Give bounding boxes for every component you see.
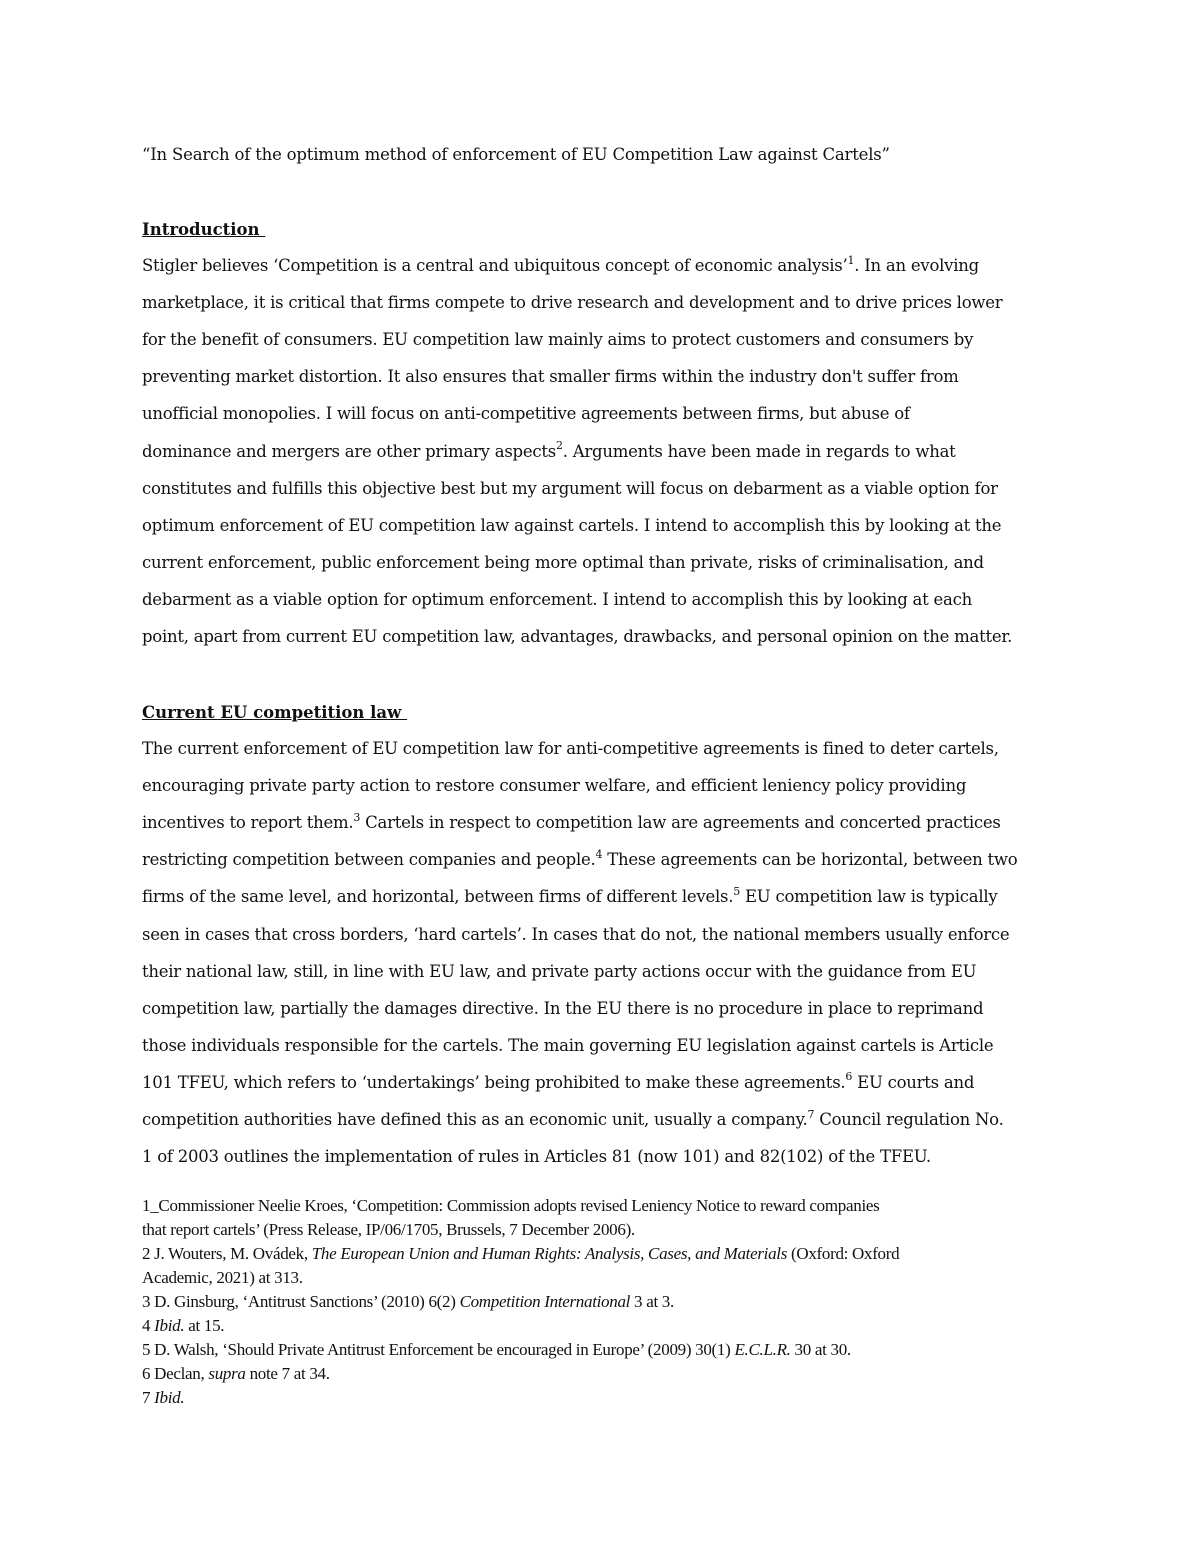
footnote-line (142, 1386, 1082, 1410)
line-text: preventing market distortion. It also ensures that smaller firms within the industry don't suffer from (142, 367, 959, 387)
footnote-number: 2 (142, 1244, 151, 1263)
line-text: competition law, partially the damages directive. In the EU there is no procedure in place to reprimand (142, 998, 984, 1018)
paragraph-line (142, 923, 1009, 947)
paragraph-line (142, 997, 983, 1021)
line-text: 1 of 2003 outlines the implementation of rules in Articles 81 (now 101) and 82(102) of the TFEU. (142, 1147, 931, 1167)
paragraph-line (142, 402, 910, 426)
line-text: unofficial monopolies. I will focus on anti-competitive agreements between firms, but abuse of (142, 404, 910, 424)
document-title: “In Search of the optimum method of enforcement of EU Competition Law against Cartels” (142, 145, 890, 164)
footnote-4 (142, 1314, 1082, 1338)
section-heading: Current EU competition law (142, 703, 408, 722)
line-text: The current enforcement of EU competition law for anti-competitive agreements is fined to deter cartels, (142, 739, 999, 758)
paragraph-line (142, 1034, 993, 1058)
footnote-italic-text: Ibid. (154, 1316, 185, 1335)
footnote-number: 6 (142, 1364, 151, 1383)
footnote-line (142, 1266, 1082, 1290)
footnote-number: 4 (142, 1316, 151, 1335)
footnote-text: D. Ginsburg, ‘Antitrust Sanctions’ (2010) 6(2) (150, 1292, 460, 1311)
footnote-ref: 1 (847, 253, 855, 267)
footnote-ref: 5 (733, 884, 741, 898)
line-text: constitutes and fulfills this objective best but my argument will focus on debarment as a viable option for (142, 478, 998, 498)
footnote-1 (142, 1194, 1082, 1242)
section-heading: Introduction (142, 220, 266, 239)
footnote-text: Academic, 2021) at 313. (142, 1268, 303, 1287)
footnotes (142, 1194, 1082, 1410)
paragraph-line (142, 551, 984, 575)
paragraph-line (142, 1071, 974, 1095)
line-text: These agreements can be horizontal, between two (602, 850, 1018, 870)
paragraph-line (142, 328, 973, 352)
footnote-line (142, 1314, 1082, 1338)
line-text: EU competition law is typically (740, 887, 998, 907)
paragraph-line (142, 514, 1001, 538)
footnote-7 (142, 1386, 1082, 1410)
line-text: competition authorities have defined this as an economic unit, usually a company. (142, 1110, 808, 1129)
footnote-text: 30 at 30. (790, 1340, 851, 1359)
line-text: restricting competition between companies and people. (142, 850, 596, 870)
line-text: for the benefit of consumers. EU competition law mainly aims to protect customers and consumers by (142, 330, 974, 350)
footnote-italic-text: E.C.L.R. (734, 1340, 791, 1359)
line-text: current enforcement, public enforcement being more optimal than private, risks of criminalisation, and (142, 552, 984, 572)
footnote-italic-text: Competition International (459, 1292, 631, 1311)
line-text: incentives to report them. (142, 813, 354, 833)
paragraph-line (142, 477, 998, 501)
footnote-italic-text: supra (208, 1364, 246, 1383)
line-text: Cartels in respect to competition law are agreements and concerted practices (360, 813, 1001, 833)
paragraph-line (142, 440, 956, 464)
line-text: Stigler believes ‘Competition is a central and ubiquitous concept of economic analysis’ (142, 256, 848, 275)
footnote-ref: 4 (595, 847, 603, 861)
footnote-number: 7 (142, 1388, 151, 1407)
line-text: those individuals responsible for the cartels. The main governing EU legislation against cartels is Article (142, 1035, 994, 1055)
paragraph-line (142, 625, 1012, 649)
line-text: Council regulation No. (814, 1110, 1004, 1129)
paragraph-line (142, 960, 976, 984)
line-text: encouraging private party action to restore consumer welfare, and efficient leniency policy providing (142, 776, 967, 796)
footnote-number: 5 (142, 1340, 151, 1359)
footnote-text: at 15. (184, 1316, 225, 1335)
paragraph-line (142, 291, 1002, 315)
line-text: dominance and mergers are other primary aspects (142, 441, 556, 461)
footnote-5 (142, 1338, 1082, 1362)
line-text: . Arguments have been made in regards to what (562, 441, 956, 461)
paragraph-line (142, 588, 972, 612)
paragraph-line (142, 1145, 931, 1169)
paragraph-line (142, 811, 1001, 835)
line-text: marketplace, it is critical that firms compete to drive research and development and to drive prices lower (142, 293, 1003, 313)
footnote-text: _Commissioner Neelie Kroes, ‘Competition: Commission adopts revised Leniency Notice to reward companies (150, 1196, 880, 1215)
footnote-line (142, 1338, 1082, 1362)
footnote-italic-text: The European Union and Human Rights: Analysis, Cases, and Materials (311, 1244, 788, 1263)
line-text: . In an evolving (854, 256, 979, 275)
footnote-ref: 6 (845, 1070, 853, 1084)
paragraph-line (142, 885, 997, 909)
paragraph-line (142, 774, 966, 798)
footnote-6 (142, 1362, 1082, 1386)
paragraph-line (142, 365, 959, 389)
line-text: seen in cases that cross borders, ‘hard cartels’. In cases that do not, the national members usually enforce (142, 924, 1010, 944)
footnote-text: D. Walsh, ‘Should Private Antitrust Enforcement be encouraged in Europe’ (2009) 30(1) (150, 1340, 735, 1359)
footnote-number: 1 (142, 1196, 151, 1215)
footnote-line (142, 1242, 1082, 1266)
footnote-text: Declan, (150, 1364, 209, 1383)
line-text: their national law, still, in line with EU law, and private party actions occur with the guidance from EU (142, 961, 977, 981)
line-text: EU courts and (852, 1072, 975, 1092)
paragraph-line (142, 848, 1017, 872)
footnote-text: that report cartels’ (Press Release, IP/06/1705, Brussels, 7 December 2006). (142, 1220, 635, 1239)
footnote-line (142, 1194, 1082, 1218)
footnote-2 (142, 1242, 1082, 1290)
footnote-ref: 3 (353, 810, 361, 824)
footnote-italic-text: Ibid. (154, 1388, 185, 1407)
footnote-line (142, 1290, 1082, 1314)
footnote-text: (Oxford: Oxford (787, 1244, 900, 1263)
footnote-text: 3 at 3. (630, 1292, 674, 1311)
footnote-number: 3 (142, 1292, 151, 1311)
line-text: optimum enforcement of EU competition law against cartels. I intend to accomplish this by looking at the (142, 515, 1002, 535)
line-text: debarment as a viable option for optimum enforcement. I intend to accomplish this by looking at each (142, 589, 972, 609)
footnote-text: J. Wouters, M. Ovádek, (150, 1244, 312, 1263)
footnote-ref: 2 (555, 439, 563, 452)
paragraph-line (142, 1108, 1004, 1132)
footnote-ref: 7 (807, 1107, 815, 1121)
line-text: firms of the same level, and horizontal, between firms of different levels. (142, 887, 734, 907)
footnote-line (142, 1218, 1082, 1242)
footnote-3 (142, 1290, 1082, 1314)
footnote-line (142, 1362, 1082, 1386)
paragraph-line (142, 737, 999, 761)
line-text: point, apart from current EU competition law, advantages, drawbacks, and personal opinion on the matter. (142, 627, 1013, 646)
paragraph-line (142, 254, 979, 278)
line-text: 101 TFEU, which refers to ‘undertakings’ being prohibited to make these agreements. (142, 1072, 846, 1092)
footnote-text: note 7 at 34. (245, 1364, 330, 1383)
